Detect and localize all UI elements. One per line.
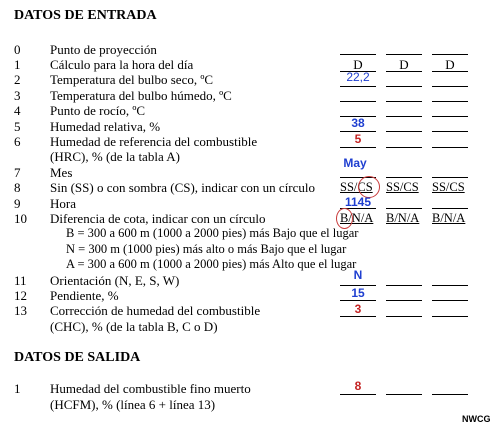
entry-line	[386, 208, 422, 209]
elevation-option: B/N/A	[432, 211, 466, 225]
row-label: Pendiente, %	[50, 288, 119, 303]
row-label: Mes	[50, 165, 73, 180]
row-sublabel: (HCFM), % (línea 6 + línea 13)	[50, 397, 216, 412]
entry-line	[432, 316, 468, 317]
elevation-note: B = 300 a 600 m (1000 a 2000 pies) más Bajo que el lugar	[66, 226, 359, 240]
entry-line	[432, 300, 468, 301]
row-label: Humedad del combustible fino muerto	[50, 381, 251, 396]
shade-option: SS/CS	[386, 180, 419, 194]
entry-line	[340, 300, 376, 301]
row-number: 5	[14, 119, 21, 134]
row-number: 7	[14, 165, 21, 180]
elevation-option: B/N/A	[340, 211, 374, 225]
row-number: 0	[14, 42, 21, 57]
entry-line	[386, 86, 422, 87]
row-label: Punto de proyección	[50, 42, 157, 57]
output-section-title: DATOS DE SALIDA	[14, 350, 141, 365]
elevation-note: A = 300 a 600 m (1000 a 2000 pies) más Alto que el lugar	[66, 257, 357, 271]
entry-line	[386, 300, 422, 301]
row-number: 13	[14, 303, 27, 318]
entry-line	[340, 101, 376, 102]
row-label: Corrección de humedad del combustible	[50, 303, 261, 318]
entry-line	[386, 394, 422, 395]
row-number: 1	[14, 57, 21, 72]
entry-line	[432, 147, 468, 148]
row-number: 9	[14, 196, 21, 211]
row-label: Temperatura del bulbo seco, ºC	[50, 72, 214, 87]
entry-line	[432, 101, 468, 102]
row-number: 1	[14, 381, 21, 396]
row-label: Humedad de referencia del combustible	[50, 134, 258, 149]
entry-line	[340, 86, 376, 87]
blank-line	[340, 54, 376, 55]
blank-line	[432, 54, 468, 55]
entry-line	[386, 147, 422, 148]
entry-line	[432, 116, 468, 117]
aspect-value: N	[353, 268, 363, 282]
entry-line	[432, 86, 468, 87]
entry-line	[386, 285, 422, 286]
elevation-circle-mark	[336, 208, 353, 229]
row-label: Hora	[50, 196, 76, 211]
reference-moisture-value: 5	[354, 132, 362, 146]
row-number: 2	[14, 72, 21, 87]
moisture-correction-value: 3	[354, 302, 362, 316]
dry-bulb-value: 22,2	[346, 70, 370, 84]
entry-line	[386, 131, 422, 132]
row-label: Temperatura del bulbo húmedo, ºC	[50, 88, 232, 103]
row-number: 12	[14, 288, 27, 303]
row-label: Diferencia de cota, indicar con un círculo	[50, 211, 266, 226]
row-number: 11	[14, 273, 27, 288]
shade-option: SS/CS	[432, 180, 465, 194]
slope-value: 15	[351, 286, 365, 300]
elevation-option: B/N/A	[386, 211, 420, 225]
entry-line	[432, 177, 468, 178]
day-mark: D	[353, 57, 363, 72]
row-number: 6	[14, 134, 21, 149]
footer-logo-text: NWCG	[462, 414, 491, 424]
row-label: Humedad relativa, %	[50, 119, 161, 134]
entry-line	[432, 208, 468, 209]
row-label: Cálculo para la hora del día	[50, 57, 194, 72]
row-number: 8	[14, 180, 21, 195]
row-number: 3	[14, 88, 21, 103]
input-section-title: DATOS DE ENTRADA	[14, 8, 157, 23]
entry-line	[340, 316, 376, 317]
row-sublabel: (CHC), % (de la tabla B, C o D)	[50, 319, 218, 334]
entry-line	[386, 101, 422, 102]
fine-fuel-moisture-value: 8	[354, 379, 362, 393]
row-label: Punto de rocío, ºC	[50, 103, 146, 118]
shade-option: SS/CS	[340, 180, 373, 194]
entry-line	[432, 285, 468, 286]
row-number: 10	[14, 211, 27, 226]
entry-line	[340, 147, 376, 148]
row-number: 4	[14, 103, 21, 118]
row-label: Orientación (N, E, S, W)	[50, 273, 180, 288]
entry-line	[386, 177, 422, 178]
month-value: May	[343, 156, 367, 170]
time-value: 1145	[344, 195, 372, 209]
entry-line	[386, 116, 422, 117]
entry-line	[340, 394, 376, 395]
relative-humidity-value: 38	[351, 116, 365, 130]
day-mark: D	[399, 57, 409, 72]
row-label: Sin (SS) o con sombra (CS), indicar con un círculo	[50, 180, 316, 195]
day-mark: D	[445, 57, 455, 72]
row-sublabel: (HRC), % (de la tabla A)	[50, 149, 180, 164]
entry-line	[386, 316, 422, 317]
elevation-note: N = 300 m (1000 pies) más alto o más Bajo que el lugar	[66, 242, 347, 256]
entry-line	[432, 394, 468, 395]
entry-line	[432, 131, 468, 132]
blank-line	[386, 54, 422, 55]
